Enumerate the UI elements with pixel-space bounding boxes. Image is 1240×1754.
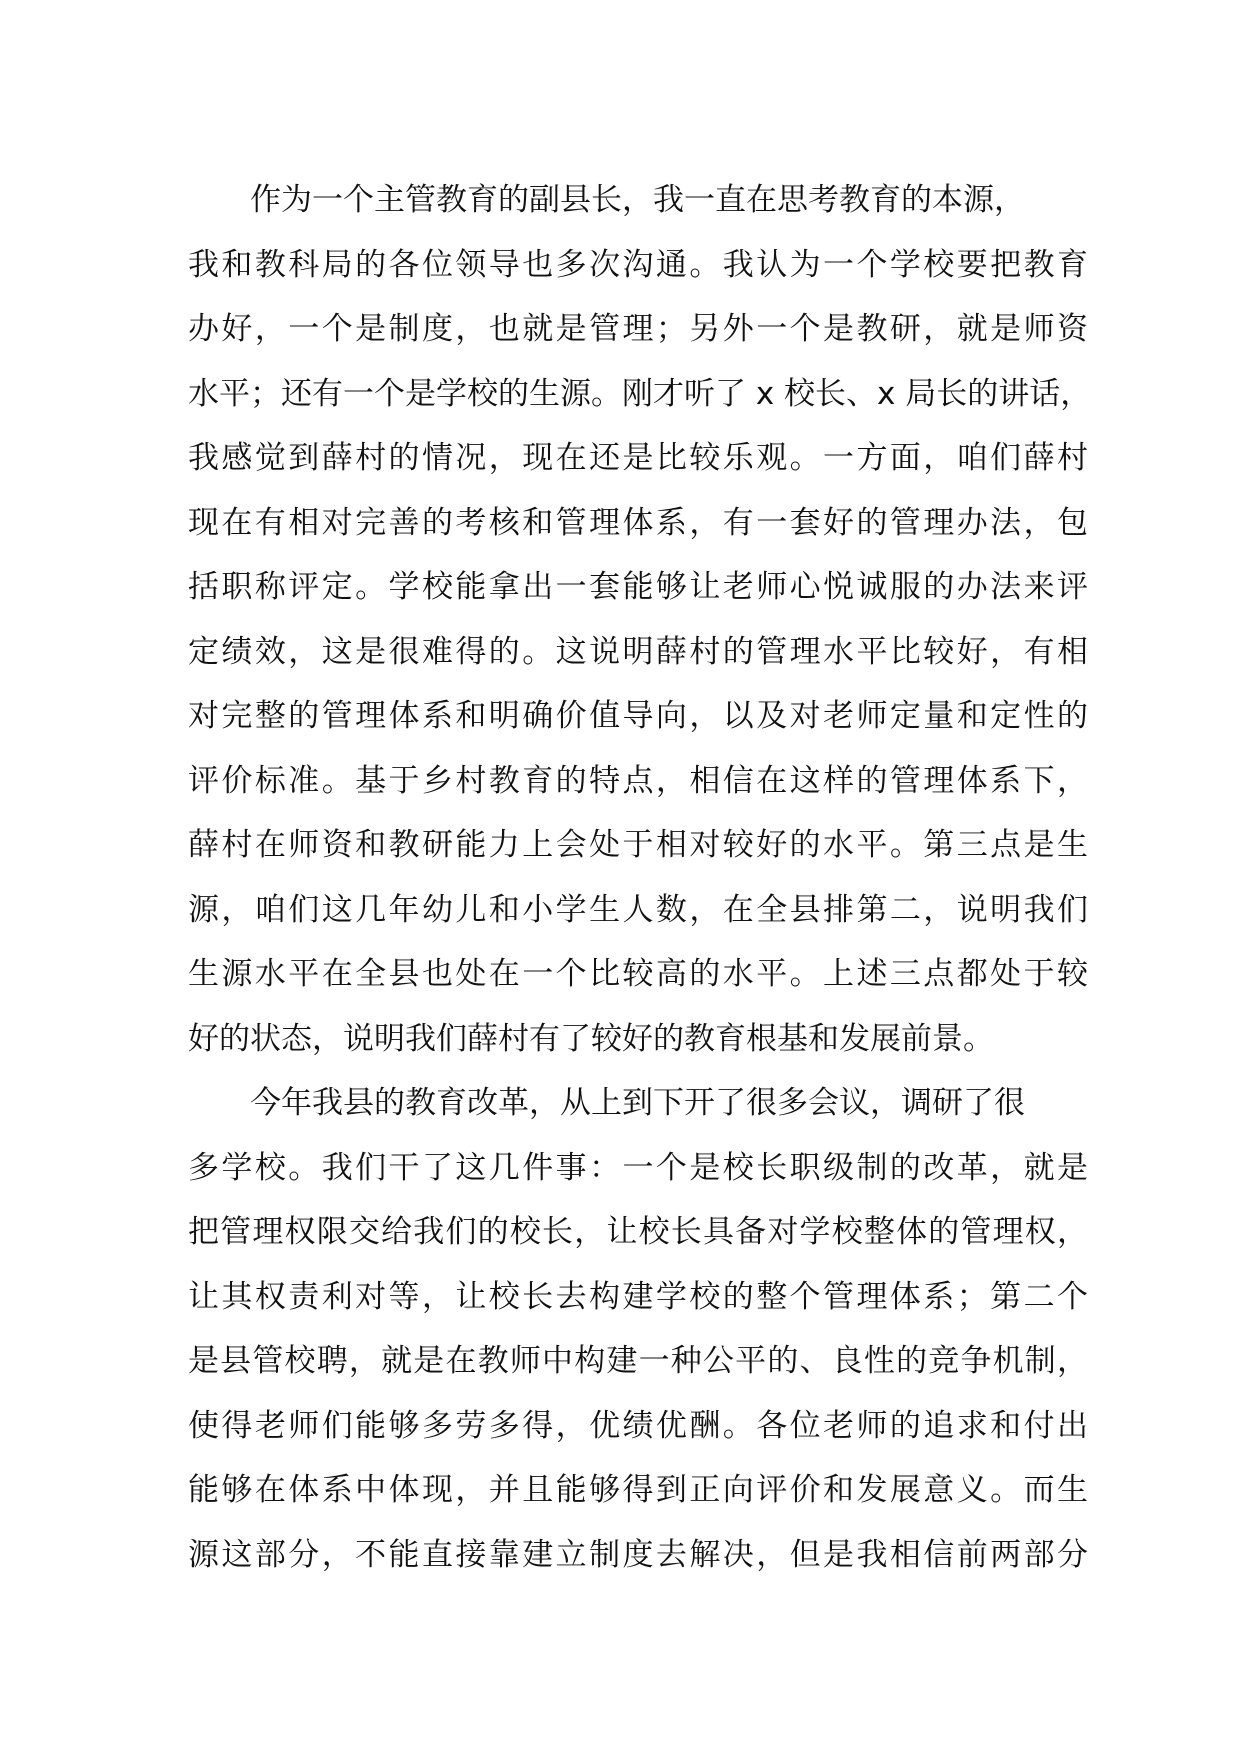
text-line: 现在有相对完善的考核和管理体系，有一套好的管理办法，包 (188, 504, 1088, 541)
text-line: 使得老师们能够多劳多得，优绩优酬。各位老师的追求和付出 (188, 1407, 1088, 1444)
text-line: 对完整的管理体系和明确价值导向，以及对老师定量和定性的 (188, 698, 1088, 734)
text-line: 作为一个主管教育的副县长，我一直在思考教育的本源， (250, 182, 1025, 218)
text-line: 今年我县的教育改革，从上到下开了很多会议，调研了很 (250, 1085, 1025, 1121)
text-line: 把管理权限交给我们的校长，让校长具备对学校整体的管理权， (188, 1214, 1088, 1250)
text-line: 定绩效，这是很难得的。这说明薛村的管理水平比较好，有相 (188, 633, 1088, 670)
text-line: 办好，一个是制度，也就是管理；另外一个是教研，就是师资 (188, 311, 1088, 347)
text-line: 水平；还有一个是学校的生源。刚才听了 x 校长、x 局长的讲话， (188, 375, 1092, 412)
text-line: 多学校。我们干了这几件事：一个是校长职级制的改革，就是 (188, 1149, 1088, 1186)
text-line: 我和教科局的各位领导也多次沟通。我认为一个学校要把教育 (188, 246, 1088, 283)
text-line: 是县管校聘，就是在教师中构建一种公平的、良性的竞争机制， (188, 1343, 1088, 1379)
text-line: 源这部分，不能直接靠建立制度去解决，但是我相信前两部分 (188, 1536, 1088, 1573)
paragraph-2 (188, 1071, 1088, 1587)
text-line: 评价标准。基于乡村教育的特点，相信在这样的管理体系下， (188, 762, 1088, 799)
document-body (188, 168, 1092, 1587)
text-line: 薛村在师资和教研能力上会处于相对较好的水平。第三点是生 (188, 827, 1088, 863)
text-line: 源，咱们这几年幼儿和小学生人数，在全县排第二，说明我们 (188, 891, 1088, 928)
text-line: 好的状态，说明我们薛村有了较好的教育根基和发展前景。 (188, 1020, 994, 1057)
text-line: 我感觉到薛村的情况，现在还是比较乐观。一方面，咱们薛村 (188, 440, 1088, 476)
text-line: 让其权责利对等，让校长去构建学校的整个管理体系；第二个 (188, 1278, 1088, 1315)
paragraph-1 (188, 168, 1092, 1071)
text-line: 能够在体系中体现，并且能够得到正向评价和发展意义。而生 (188, 1472, 1088, 1508)
text-line: 括职称评定。学校能拿出一套能够让老师心悦诚服的办法来评 (188, 569, 1088, 605)
text-line: 生源水平在全县也处在一个比较高的水平。上述三点都处于较 (188, 956, 1088, 992)
